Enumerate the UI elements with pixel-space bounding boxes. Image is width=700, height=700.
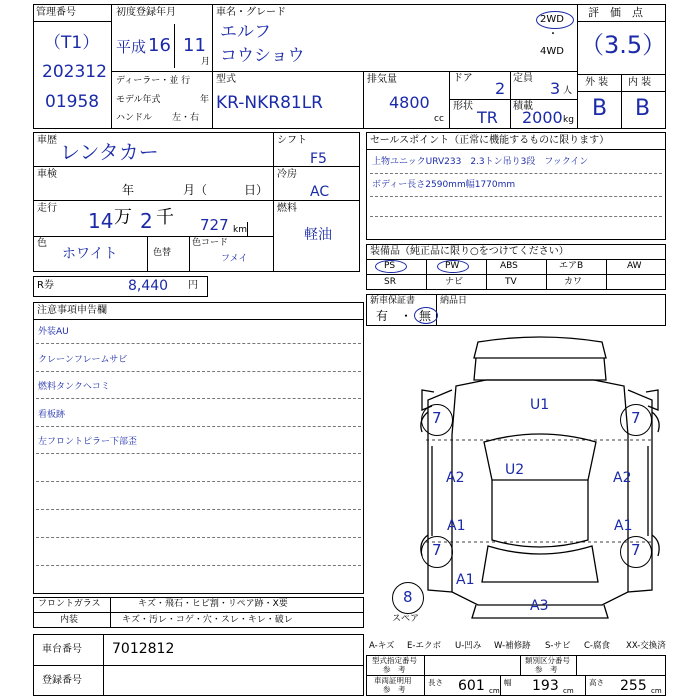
spare-label: スペア [392, 614, 420, 624]
drive-dot: ・ [548, 29, 558, 40]
dims-sub: 参 考 [383, 685, 406, 694]
haiki-unit: cc [434, 114, 444, 124]
divider [33, 21, 111, 22]
katashiki-shitei-label: 型式指定番号 [372, 656, 417, 665]
legend-5: C-腐食 [584, 641, 611, 651]
soko-rest: 727 [200, 216, 229, 234]
reibo-label: 冷房 [277, 169, 297, 180]
divider [174, 24, 175, 68]
toroku-label: 登録番号 [42, 675, 82, 686]
damage-a2-left: A2 [446, 470, 465, 486]
dims-hgt-label: 高さ [589, 678, 604, 687]
legend-4: S-サビ [545, 641, 571, 651]
hosho-circled: 無 [419, 309, 432, 323]
drive-2wd: 2WD [540, 14, 564, 25]
divider [500, 675, 501, 696]
hyoka-label: 評 価 点 [588, 6, 643, 19]
divider [33, 665, 364, 666]
ruibetsu-sub: 参 考 [535, 665, 558, 674]
color-code: フメイ [221, 254, 248, 264]
divider [212, 71, 577, 72]
damage-a3: A3 [530, 598, 549, 614]
soubi-leather: カワ [564, 277, 583, 287]
soko-sen-unit: 千 [156, 207, 174, 228]
soubi-tv: TV [505, 277, 517, 287]
dashed-rule [370, 173, 662, 174]
color-label: 色 [37, 238, 47, 249]
soko-label: 走行 [37, 203, 57, 214]
hosho-opts: 有 ・ [376, 309, 413, 323]
dims-len-label: 長さ [428, 678, 443, 687]
soubi-abs: ABS [500, 261, 518, 271]
keijo-label: 形状 [453, 101, 473, 112]
soubi-pw: PW [445, 261, 460, 271]
handle-label: ハンドル [116, 113, 153, 123]
dims-len-unit: cm [489, 687, 500, 695]
divider [449, 71, 450, 129]
dashed-rule [36, 481, 361, 482]
sekisai-label: 積載 [513, 101, 533, 112]
shodo-month: 11 [183, 35, 206, 56]
tire-fr-value: 7 [631, 409, 641, 427]
damage-a1-left: A1 [447, 518, 466, 534]
dashed-rule [370, 196, 662, 197]
divider [546, 259, 547, 290]
nohin-label: 納品日 [440, 296, 468, 306]
dims-label: 車両証明用 [374, 676, 412, 685]
divider [510, 99, 511, 129]
nenryo-value: 軽油 [304, 227, 332, 243]
handle-opts: 左・右 [172, 113, 200, 123]
damage-a1-right: A1 [614, 518, 633, 534]
kanri-line3: 01958 [45, 92, 100, 112]
tire-fl-value: 7 [432, 409, 442, 427]
damage-u1: U1 [530, 397, 550, 413]
sales-line-2: ボディー長さ2590mm幅1770mm [372, 180, 516, 190]
shodo-month-unit: 月 [201, 57, 211, 67]
car-name: エルフ [220, 22, 271, 42]
dashed-rule [36, 426, 361, 427]
dims-len: 601 [458, 678, 485, 694]
rken-frame [33, 276, 208, 297]
rken-value: 8,440 [128, 278, 169, 294]
divider [273, 132, 274, 272]
dashed-rule [36, 453, 361, 454]
shift-value: F5 [310, 151, 327, 167]
legend-3: W-補修跡 [494, 641, 531, 651]
door-value: 2 [495, 79, 506, 98]
naiso-value: B [635, 96, 651, 121]
nenryo-label: 燃料 [277, 203, 297, 214]
dashed-rule [36, 565, 361, 566]
dashed-rule [36, 343, 361, 344]
soubi-label: 装備品（純正品に限り○をつけてください） [370, 246, 569, 257]
soko-sen: 2 [140, 209, 153, 233]
shaken-month: 月（ [183, 183, 208, 197]
shodo-year: 16 [148, 35, 171, 56]
katashiki-shitei-sub: 参 考 [383, 665, 406, 674]
teiin-label: 定員 [513, 73, 533, 84]
tire-rl-value: 7 [432, 541, 442, 559]
door-label: ドア [453, 73, 473, 84]
glass-label: フロントガラス [38, 599, 101, 609]
model-year-label: モデル年式 [116, 95, 161, 105]
divider [189, 236, 190, 272]
divider [111, 71, 212, 72]
ruibetsu-label: 類別区分番号 [525, 656, 570, 665]
car-label: 車名・グレード [216, 7, 286, 18]
legend-6: XX-交換済 [626, 641, 666, 651]
dims-hgt: 255 [620, 678, 647, 694]
model-year-unit: 年 [200, 95, 210, 105]
divider [366, 259, 666, 260]
katashiki-label: 型式 [216, 74, 236, 85]
shadai-value: 7012812 [112, 641, 175, 657]
sales-line-1: 上物ユニックURV233 2.3トン吊り3段 フックイン [372, 157, 589, 167]
gaiso-value: B [592, 96, 608, 121]
divider [212, 4, 213, 129]
dashed-rule [370, 216, 662, 217]
kanri-line1: （T1） [44, 33, 100, 53]
hyoka-value: （3.5） [580, 31, 667, 59]
note-2: クレーンフレームサビ [38, 355, 128, 365]
divider [576, 655, 577, 675]
divider [273, 166, 360, 167]
divider [424, 655, 425, 696]
tire-rr-value: 7 [631, 541, 641, 559]
shodo-era: 平成 [116, 38, 147, 56]
divider [363, 71, 364, 129]
divider [111, 4, 112, 129]
notes-label: 注意事項申告欄 [37, 305, 107, 316]
reibo-value: AC [310, 184, 330, 200]
shadai-label: 車台番号 [42, 644, 82, 655]
divider [577, 21, 666, 22]
shaken-day: 日） [244, 183, 269, 197]
note-4: 看板跡 [38, 410, 66, 420]
gaiso-label: 外 装 [585, 77, 609, 88]
dashed-rule [36, 398, 361, 399]
soubi-navi: ナビ [445, 277, 464, 287]
tire-spare-value: 8 [403, 588, 413, 606]
divider [33, 319, 364, 320]
note-5: 左フロントピラー下部歪 [38, 437, 138, 447]
damage-a2-right: A2 [613, 470, 632, 486]
drive-4wd: 4WD [540, 46, 564, 57]
iroga-label: 色替 [153, 248, 172, 258]
legend-1: E-エクボ [407, 641, 441, 651]
shareki-label: 車歴 [37, 135, 57, 146]
divider [147, 236, 148, 272]
divider [366, 149, 666, 150]
divider [426, 259, 427, 290]
haiki-value: 4800 [389, 93, 430, 112]
divider [621, 74, 622, 129]
soubi-aw: AW [627, 261, 642, 271]
divider [247, 222, 248, 236]
soko-man-unit: 万 [114, 207, 132, 228]
shodo-label: 初度登録年月 [116, 7, 176, 18]
soko-unit: km [233, 225, 247, 235]
dims-hgt-unit: cm [651, 687, 662, 695]
teiin-value: 3 [550, 79, 561, 98]
haiki-label: 排気量 [367, 74, 397, 85]
kanri-line2: 202312 [42, 62, 107, 82]
kanri-label: 管理番号 [36, 7, 76, 18]
legend-2: U-凹み [455, 641, 482, 651]
damage-a1-bottom: A1 [456, 572, 475, 588]
sales-label: セールスポイント（正常に機能するものに限ります） [370, 135, 610, 146]
katashiki-value: KR-NKR81LR [216, 93, 323, 113]
divider [366, 274, 666, 275]
shift-label: シフト [277, 135, 307, 146]
dims-wid-label: 幅 [504, 678, 512, 687]
naiso-label: 内装 [60, 615, 79, 625]
note-3: 燃料タンクヘコミ [38, 382, 110, 392]
color-value: ホワイト [62, 246, 118, 262]
notes-frame [33, 302, 364, 594]
divider [577, 4, 578, 129]
shaken-year: 年 [122, 183, 135, 197]
note-1: 外装AU [38, 327, 69, 337]
divider [33, 236, 273, 237]
rken-unit: 円 [188, 280, 198, 291]
divider [486, 259, 487, 290]
keijo-value: TR [477, 108, 498, 127]
divider [110, 597, 111, 628]
soubi-ps: PS [384, 261, 396, 271]
shareki-value: レンタカー [60, 140, 159, 164]
divider [606, 259, 607, 290]
naiso-desc: キズ・汚レ・コゲ・穴・スレ・キレ・破レ [122, 615, 293, 625]
hosho-label: 新車保証書 [370, 296, 416, 306]
car-grade: コウショウ [220, 46, 305, 66]
sekisai-value: 2000 [522, 108, 563, 127]
rken-label: R券 [37, 280, 54, 291]
dashed-rule [36, 537, 361, 538]
divider [585, 675, 586, 696]
divider [33, 166, 273, 167]
dashed-rule [36, 509, 361, 510]
dims-wid: 193 [532, 678, 559, 694]
divider [520, 655, 521, 675]
teiin-unit: 人 [563, 86, 573, 96]
dealer-label: ディーラー・並 行 [116, 76, 191, 86]
legend-0: A-キズ [369, 641, 395, 651]
dashed-rule [36, 371, 361, 372]
soubi-airbag: エアB [559, 261, 584, 271]
dims-wid-unit: cm [563, 687, 574, 695]
divider [273, 200, 360, 201]
soubi-sr: SR [384, 277, 396, 287]
glass-desc: キズ・飛石・ヒビ割・リペア跡・X要 [138, 599, 288, 609]
color-code-label: 色コード [192, 238, 229, 248]
divider [510, 71, 511, 99]
divider [33, 612, 364, 613]
divider [33, 200, 273, 201]
sekisai-unit: kg [563, 115, 574, 125]
shaken-label: 車検 [37, 169, 57, 180]
naiso-label: 内 装 [628, 77, 652, 88]
damage-u2: U2 [505, 462, 525, 478]
soko-man: 14 [88, 209, 114, 233]
divider [103, 634, 104, 696]
divider [449, 99, 577, 100]
